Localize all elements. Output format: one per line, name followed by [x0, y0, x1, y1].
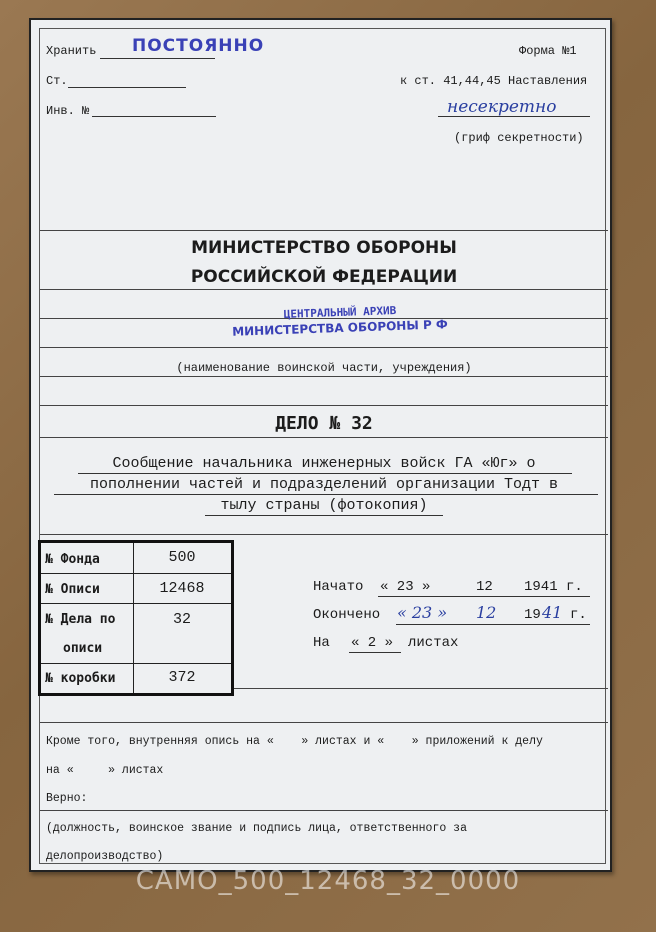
unit-caption: (наименование воинской части, учреждения): [176, 361, 472, 375]
start-year: 1941 г.: [524, 579, 583, 595]
start-month: 12: [476, 579, 493, 595]
case-description-line2: пополнении частей и подразделений организации Тодт в: [89, 476, 559, 493]
secrecy-handwritten: несекретно: [447, 97, 557, 117]
desc-underline: [205, 515, 443, 516]
rule: [40, 289, 608, 290]
rule: [40, 722, 608, 723]
box-label: № коробки: [45, 671, 116, 686]
archive-watermark: САМО_500_12468_32_0000: [135, 866, 521, 896]
rule: [40, 347, 608, 348]
archive-stamp-line1: ЦЕНТРАЛЬНЫЙ АРХИВ: [283, 304, 397, 321]
secrecy-caption: (гриф секретности): [454, 131, 584, 145]
rule: [40, 810, 608, 811]
end-label: Окончено: [313, 607, 381, 623]
box-divider: [41, 573, 231, 574]
position-line2: делопроизводство): [46, 850, 164, 863]
end-day: « 23 »: [397, 603, 448, 622]
rule: [40, 376, 608, 377]
rule: [40, 534, 608, 535]
start-day: « 23 »: [380, 579, 431, 595]
store-label: Хранить: [46, 44, 97, 58]
case-number-title: ДЕЛО № 32: [275, 413, 373, 434]
ministry-title-line2: РОССИЙСКОЙ ФЕДЕРАЦИИ: [190, 267, 458, 287]
sheets-label: На: [313, 635, 330, 651]
start-underline: [378, 596, 590, 597]
sheets-value: « 2 »: [351, 635, 394, 651]
opis-value: 12468: [159, 580, 205, 597]
st-label: Ст.: [46, 74, 68, 88]
end-year-suffix: г.: [570, 607, 587, 623]
store-underline: [100, 58, 215, 59]
opis-label: № Описи: [45, 582, 100, 597]
inv-underline: [92, 116, 216, 117]
inventory-line: Кроме того, внутренняя опись на « » листах и « » приложений к делу: [46, 735, 543, 748]
desc-underline: [54, 494, 598, 495]
end-year-handwritten: 41: [542, 603, 563, 622]
box-divider: [133, 543, 134, 693]
ministry-title-line1: МИНИСТЕРСТВО ОБОРОНЫ: [191, 238, 457, 258]
verno-label: Верно:: [46, 792, 88, 805]
box-divider: [41, 603, 231, 604]
inv-label: Инв. №: [46, 104, 90, 118]
sheets-suffix: листах: [408, 635, 459, 651]
na-sheets-line: на « » листах: [46, 764, 164, 777]
end-month: 12: [476, 603, 497, 622]
case-description-line1: Сообщение начальника инженерных войск ГА «Юг» о: [112, 455, 536, 472]
form-label: Форма №1: [519, 44, 577, 58]
registry-box: [38, 540, 234, 696]
case-description-line3: тылу страны (фотокопия): [220, 497, 428, 514]
delo-label-line2: описи: [63, 641, 103, 656]
sheets-underline: [349, 652, 401, 653]
instruction-ref: к ст. 41,44,45 Наставления: [400, 74, 588, 88]
end-year-prefix: 19: [524, 607, 541, 623]
rule: [40, 405, 608, 406]
position-line1: (должность, воинское звание и подпись лица, ответственного за: [46, 822, 467, 835]
rule: [40, 230, 608, 231]
rule: [40, 437, 608, 438]
secrecy-underline: [438, 116, 590, 117]
end-underline: [396, 624, 590, 625]
fond-label: № Фонда: [45, 552, 100, 567]
st-underline: [68, 87, 186, 88]
delo-label-line1: № Дела по: [45, 612, 116, 627]
store-value-stamp: ПОСТОЯННО: [132, 36, 265, 56]
box-value: 372: [168, 669, 196, 686]
delo-value: 32: [172, 611, 191, 628]
archive-stamp-line2: МИНИСТЕРСТВА ОБОРОНЫ Р Ф: [231, 317, 449, 339]
start-label: Начато: [313, 579, 364, 595]
fond-value: 500: [168, 549, 196, 566]
box-divider: [41, 663, 231, 664]
desc-underline: [78, 473, 572, 474]
